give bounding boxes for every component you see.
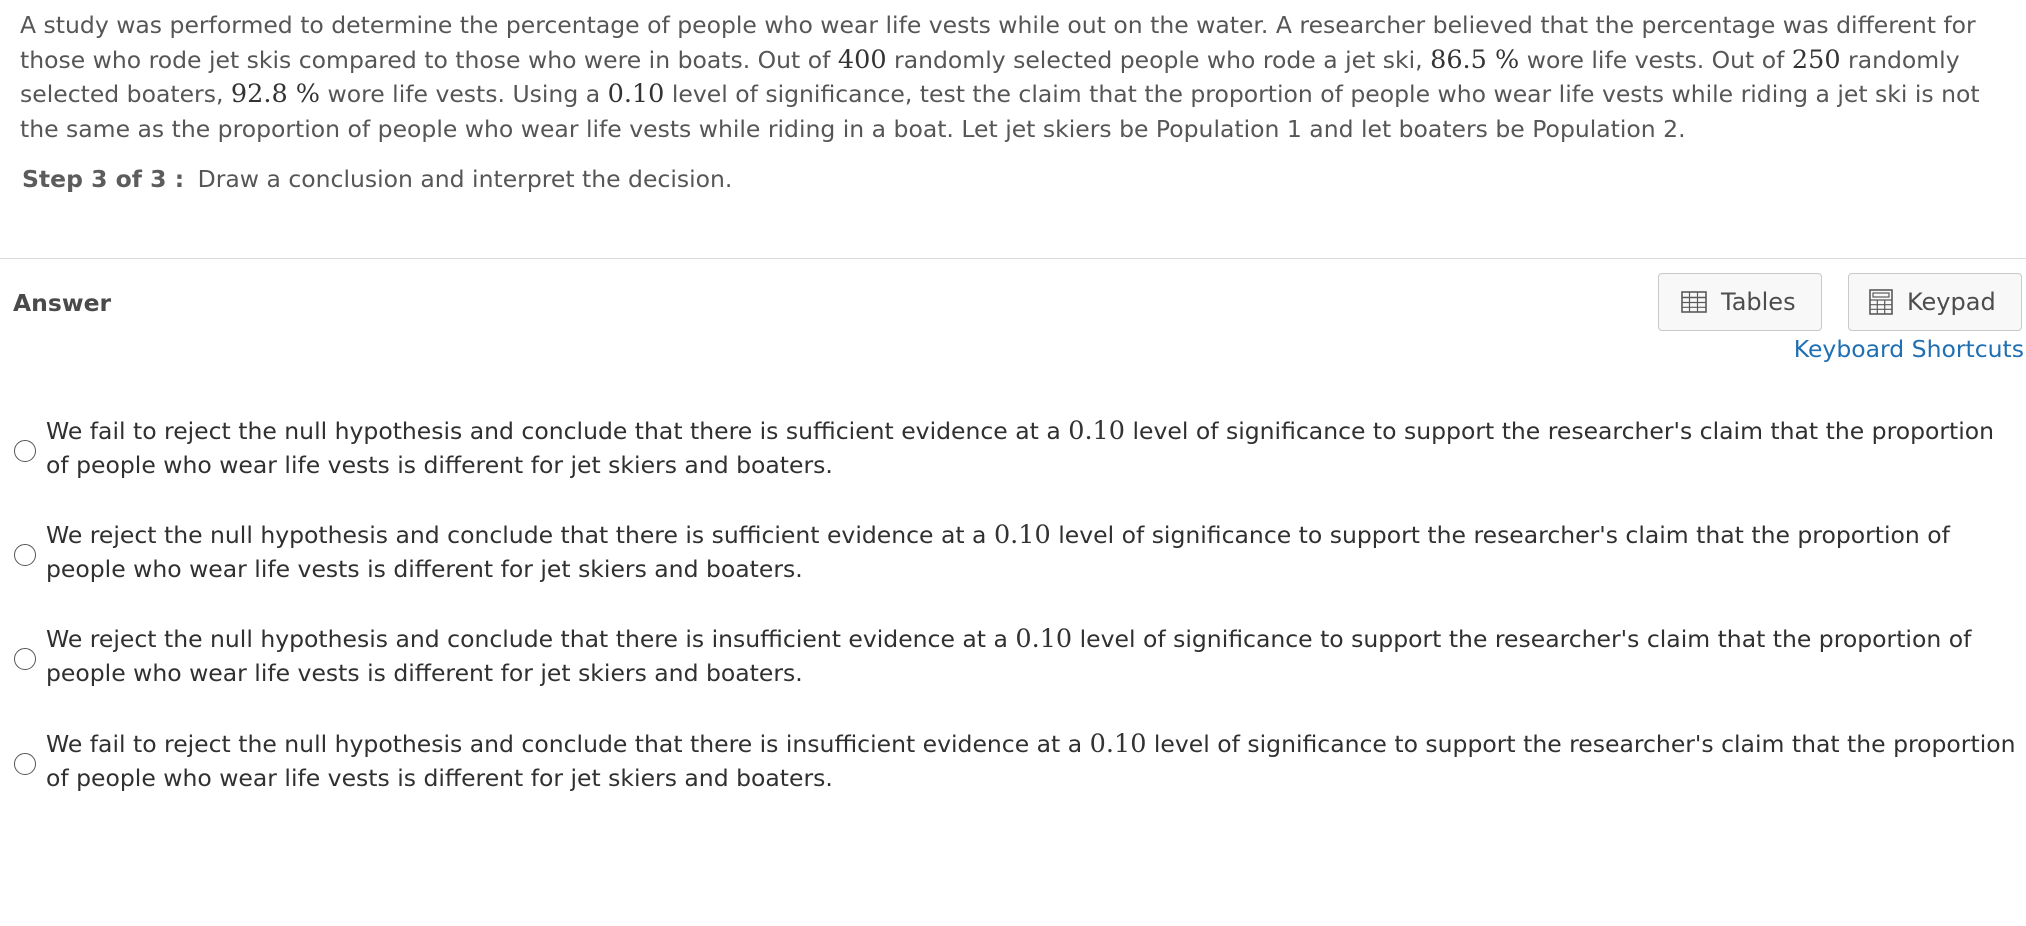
- option-significance-level: 0.10: [1015, 624, 1073, 654]
- keyboard-shortcuts-link[interactable]: Keyboard Shortcuts: [1793, 335, 2024, 363]
- answer-option-4[interactable]: [0, 727, 2026, 801]
- answer-heading: Answer: [13, 289, 112, 317]
- question-text-seg3: wore life vests. Out of: [1526, 45, 1785, 74]
- step-label: Step 3 of 3 :: [22, 165, 185, 193]
- keypad-button[interactable]: [1848, 273, 2022, 331]
- option-text-after: level of significance to support the researcher's claim that the proportion of people who wear life vests is different for jet skiers and boaters.: [46, 521, 1950, 583]
- question-text-seg6: level of significance, test the claim that the proportion of people who wear life vests while riding a jet ski is not the same as the proportion of people who wear life vests while riding in a boat. Let jet skiers be Population 1 and let boaters be Population 2.: [20, 80, 1980, 143]
- answer-option-text: [46, 622, 2021, 690]
- step-text: Draw a conclusion and interpret the decision.: [197, 165, 733, 193]
- option-text-after: level of significance to support the researcher's claim that the proportion of people who wear life vests is different for jet skiers and boaters.: [46, 730, 2016, 792]
- question-text-seg4: randomly selected boaters,: [20, 45, 1960, 108]
- boater-sample-size: 250: [1791, 44, 1841, 75]
- answer-option-3[interactable]: [0, 622, 2026, 696]
- jet-ski-percentage: 86.5 %: [1430, 44, 1520, 75]
- option-significance-level: 0.10: [993, 520, 1051, 550]
- question-text: [20, 8, 2010, 146]
- radio-button[interactable]: [14, 544, 36, 566]
- option-text-after: level of significance to support the researcher's claim that the proportion of people who wear life vests is different for jet skiers and boaters.: [46, 625, 1972, 687]
- answer-option-text: [46, 518, 2021, 586]
- answer-option-text: [46, 727, 2021, 795]
- step-instruction: [22, 162, 732, 196]
- radio-button[interactable]: [14, 440, 36, 462]
- keypad-button-label: Keypad: [1907, 288, 1996, 316]
- tables-button-label: Tables: [1721, 288, 1796, 316]
- table-grid-icon: [1681, 291, 1707, 313]
- answer-option-text: [46, 414, 2021, 482]
- option-text-before: We reject the null hypothesis and conclude that there is insufficient evidence at a: [46, 625, 1008, 653]
- answer-option-2[interactable]: [0, 518, 2026, 592]
- answer-option-1[interactable]: [0, 414, 2026, 488]
- option-significance-level: 0.10: [1089, 729, 1147, 759]
- option-text-before: We fail to reject the null hypothesis and conclude that there is sufficient evidence at a: [46, 417, 1061, 445]
- significance-level: 0.10: [607, 79, 665, 109]
- question-text-seg2: randomly selected people who rode a jet ski,: [894, 45, 1423, 74]
- question-paragraph: [20, 8, 2010, 146]
- question-text-seg1: A study was performed to determine the percentage of people who wear life vests while out on the water. A researcher believed that the percentage was different for those who rode jet skis compared to those who were in boats. Out of: [20, 11, 1976, 74]
- option-significance-level: 0.10: [1068, 416, 1125, 446]
- jet-ski-sample-size: 400: [837, 44, 887, 75]
- section-divider: [0, 258, 2026, 259]
- option-text-before: We fail to reject the null hypothesis and conclude that there is insufficient evidence at a: [46, 730, 1083, 758]
- question-text-seg5: wore life vests. Using a: [327, 80, 601, 108]
- tables-button[interactable]: [1658, 273, 1822, 331]
- option-text-after: level of significance to support the researcher's claim that the proportion of people who wear life vests is different for jet skiers and boaters.: [46, 417, 1995, 479]
- boater-percentage: 92.8 %: [230, 79, 321, 109]
- radio-button[interactable]: [14, 648, 36, 670]
- option-text-before: We reject the null hypothesis and conclude that there is sufficient evidence at a: [46, 521, 987, 549]
- radio-button[interactable]: [14, 753, 36, 775]
- keypad-icon: [1869, 289, 1893, 315]
